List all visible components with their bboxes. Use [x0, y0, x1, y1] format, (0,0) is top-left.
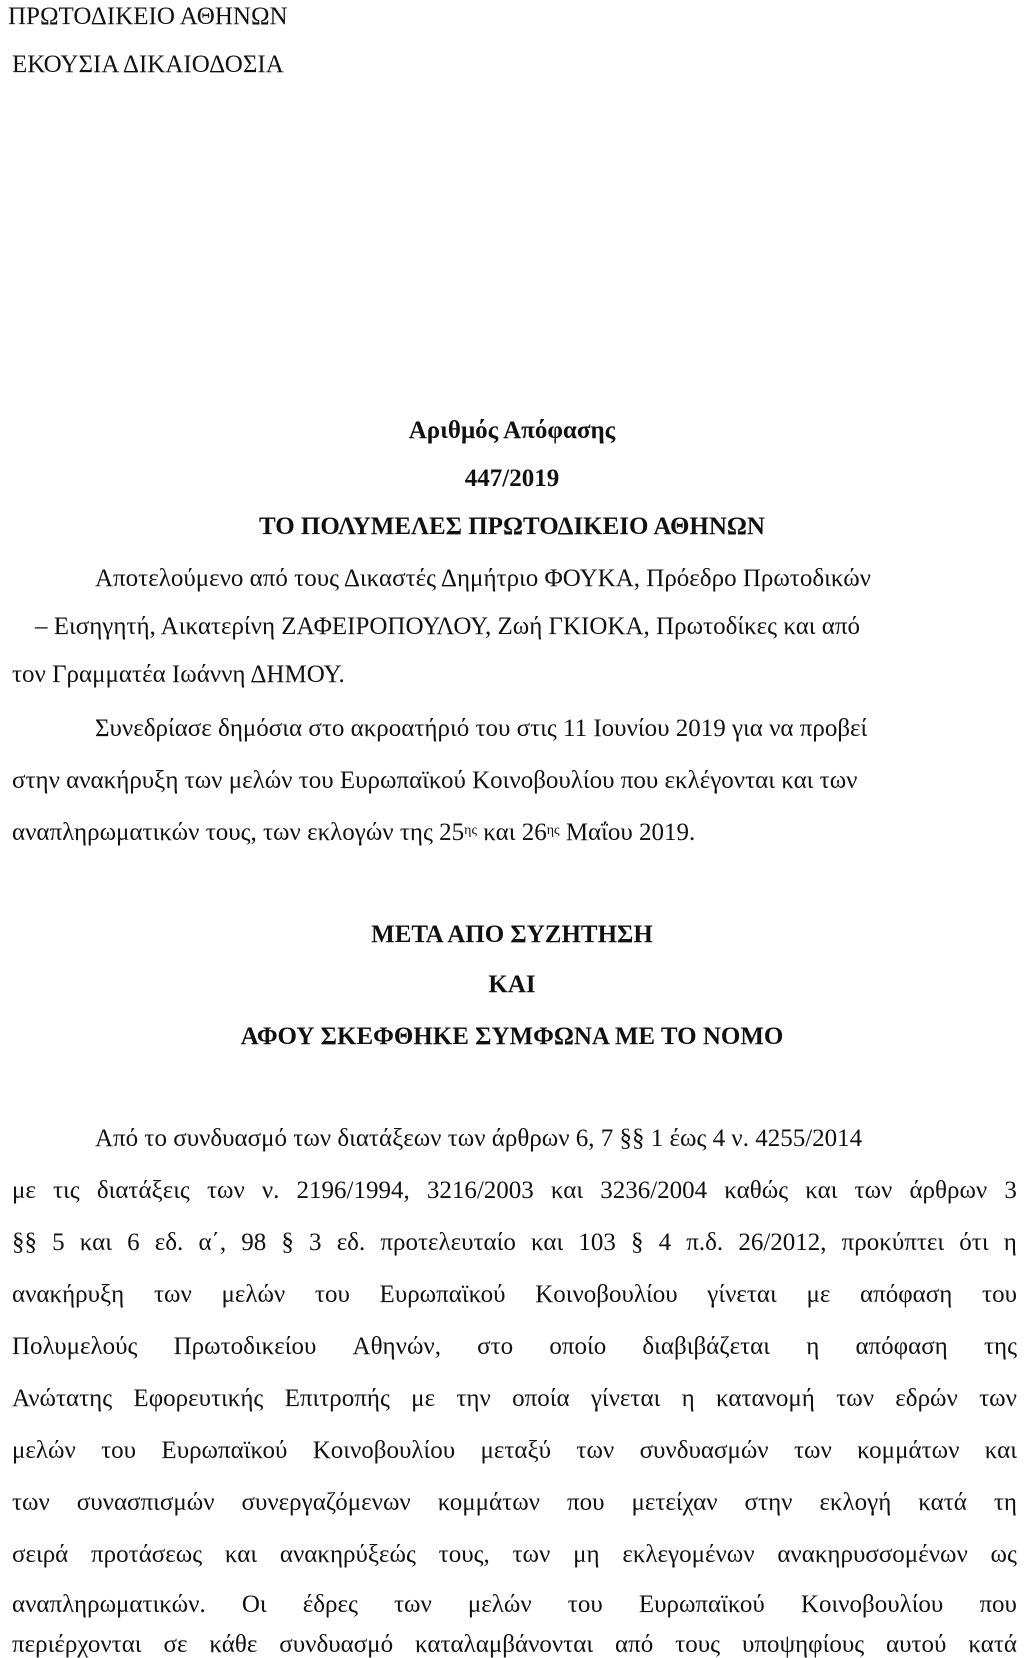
word: κατά: [968, 1631, 1017, 1658]
word: εκλεγομένων: [622, 1541, 755, 1568]
body-line-7: [12, 1436, 1017, 1466]
word: Ευρωπαϊκού: [638, 1591, 765, 1618]
word: ως: [990, 1541, 1017, 1568]
word: έδρες: [302, 1591, 358, 1618]
composition-line-3: τον Γραμματέα Ιωάννη ΔΗΜΟΥ.: [12, 661, 345, 688]
body-line-6: [12, 1384, 1017, 1414]
word: οποίο: [549, 1333, 607, 1360]
session-line-1: Συνεδρίασε δημόσια στο ακροατήριό του στις 11 Ιουνίου 2019 για να προβεί: [95, 715, 868, 742]
word: Κοινοβουλίου: [800, 1591, 944, 1618]
word: σειρά: [12, 1541, 69, 1568]
word: προτελευταίο: [380, 1229, 516, 1256]
session-line-3-part-b: και 26: [477, 819, 547, 846]
word: των: [206, 1177, 245, 1204]
word: 4: [658, 1229, 672, 1256]
word: διαβιβάζεται: [642, 1333, 770, 1360]
word: κομμάτων: [857, 1437, 960, 1464]
composition-line-2: – Εισηγητή, Αικατερίνη ΖΑΦΕΙΡΟΠΟΥΛΟΥ, Ζωή ΓΚΙΟΚΑ, Πρωτοδίκες και από: [35, 613, 860, 640]
body-line-5: [12, 1332, 1017, 1362]
word: με: [12, 1177, 36, 1204]
word: ν.: [261, 1177, 280, 1204]
ordinal-suffix: ης: [546, 823, 560, 838]
word: Επιτροπής: [284, 1385, 390, 1412]
word: Κοινοβουλίου: [535, 1281, 678, 1308]
body-line-9: [12, 1540, 1017, 1570]
deliberation-heading-2: ΚΑΙ: [488, 971, 536, 998]
word: κομμάτων: [437, 1489, 540, 1516]
word: Οι: [241, 1591, 267, 1618]
word: 5: [52, 1229, 65, 1256]
word: 26/2012,: [738, 1229, 827, 1256]
word: 2196/1994,: [296, 1177, 410, 1204]
word: άρθρων: [909, 1177, 988, 1204]
word: που: [566, 1489, 605, 1516]
word: 103: [578, 1229, 616, 1256]
word: κατανομή: [715, 1385, 815, 1412]
ordinal-suffix: ης: [464, 823, 477, 838]
word: οποία: [512, 1385, 570, 1412]
word: 3236/2004: [600, 1177, 708, 1204]
body-line-1: Από το συνδυασμό των διατάξεων των άρθρων 6, 7 §§ 1 έως 4 ν. 4255/2014: [95, 1125, 863, 1152]
word: εκλογή: [819, 1489, 892, 1516]
word: εδ.: [336, 1229, 366, 1256]
word: και: [984, 1437, 1017, 1464]
word: και: [805, 1177, 838, 1204]
word: εδρών: [895, 1385, 958, 1412]
deliberation-heading-3: ΑΦΟΥ ΣΚΕΦΘΗΚΕ ΣΥΜΦΩΝΑ ΜΕ ΤΟ ΝΟΜΟ: [240, 1023, 784, 1050]
word: από: [615, 1631, 654, 1658]
session-line-3-part-c: Μαΐου 2019.: [559, 819, 696, 846]
word: υποψηφίους: [741, 1631, 865, 1658]
word: συνδυασμό: [279, 1631, 394, 1658]
word: καταλαμβάνονται: [415, 1631, 594, 1658]
word: των: [979, 1385, 1017, 1412]
word: των: [153, 1281, 192, 1308]
word: με: [411, 1385, 436, 1412]
word: απόφαση: [860, 1281, 953, 1308]
word: τους,: [438, 1541, 490, 1568]
word: μετείχαν: [631, 1489, 718, 1516]
word: Κοινοβουλίου: [312, 1437, 456, 1464]
word: σε: [163, 1631, 188, 1658]
word: των: [512, 1541, 551, 1568]
word: και: [550, 1177, 584, 1204]
deliberation-heading-1: ΜΕΤΑ ΑΠΟ ΣΥΖΗΤΗΣΗ: [371, 921, 653, 948]
word: των: [12, 1489, 50, 1516]
word: διατάξεις: [96, 1177, 190, 1204]
word: μη: [573, 1541, 600, 1568]
decision-number-label: Αριθμός Απόφασης: [408, 417, 616, 444]
word: και: [531, 1229, 564, 1256]
session-line-3-part-a: αναπληρωματικών τους, των εκλογών της 25: [12, 819, 465, 846]
composition-line-1: Αποτελούμενο από τους Δικαστές Δημήτριο ΦΟΥΚΑ, Πρόεδρο Πρωτοδικών: [95, 565, 871, 592]
word: προτάσεως: [91, 1541, 203, 1568]
word: στην: [744, 1489, 793, 1516]
word: ανακηρυσσομένων: [777, 1541, 968, 1568]
decision-number: 447/2019: [464, 465, 560, 492]
word: ανακήρυξη: [12, 1281, 125, 1308]
word: η: [1003, 1229, 1017, 1256]
word: Αθηνών,: [352, 1333, 441, 1360]
body-line-10: [12, 1590, 1017, 1620]
word: της: [983, 1333, 1017, 1360]
word: με: [806, 1281, 831, 1308]
word: γίνεται: [707, 1281, 777, 1308]
word: του: [314, 1281, 350, 1308]
body-line-4: [12, 1280, 1017, 1310]
body-line-8: [12, 1488, 1017, 1518]
word: του: [101, 1437, 137, 1464]
word: του: [982, 1281, 1017, 1308]
word: 6: [127, 1229, 140, 1256]
word: μελών: [221, 1281, 286, 1308]
word: α΄,: [198, 1229, 227, 1256]
court-title: ΤΟ ΠΟΛΥΜΕΛΕΣ ΠΡΩΤΟΔΙΚΕΙΟ ΑΘΗΝΩΝ: [259, 513, 765, 540]
word: §§: [12, 1229, 37, 1256]
word: τη: [993, 1489, 1017, 1516]
word: ανακηρύξεώς: [279, 1541, 416, 1568]
word: Ευρωπαϊκού: [379, 1281, 506, 1308]
word: γίνεται: [590, 1385, 661, 1412]
word: μελών: [467, 1591, 532, 1618]
word: που: [979, 1591, 1017, 1618]
word: Ευρωπαϊκού: [161, 1437, 288, 1464]
word: 3: [1004, 1177, 1017, 1204]
word: και: [79, 1229, 112, 1256]
word: ότι: [959, 1229, 989, 1256]
word: στο: [477, 1333, 514, 1360]
session-line-2: στην ανακήρυξη των μελών του Ευρωπαϊκού Κοινοβουλίου που εκλέγονται και των: [12, 767, 858, 794]
body-line-11: [12, 1630, 1017, 1658]
word: καθώς: [724, 1177, 789, 1204]
word: των: [793, 1437, 832, 1464]
word: των: [576, 1437, 615, 1464]
court-name-header: ΠΡΩΤΟΔΙΚΕΙΟ ΑΘΗΝΩΝ: [8, 3, 288, 30]
jurisdiction-header: ΕΚΟΥΣΙΑ ΔΙΚΑΙΟΔΟΣΙΑ: [12, 51, 284, 78]
word: την: [456, 1385, 491, 1412]
body-line-2: [12, 1176, 1017, 1206]
word: των: [854, 1177, 893, 1204]
word: και: [224, 1541, 258, 1568]
word: αναπληρωματικών.: [12, 1591, 206, 1618]
word: μεταξύ: [480, 1437, 552, 1464]
word: απόφαση: [855, 1333, 948, 1360]
word: §: [631, 1229, 644, 1256]
word: εδ.: [154, 1229, 184, 1256]
word: περιέρχονται: [12, 1631, 142, 1658]
word: Εφορευτικής: [133, 1385, 264, 1412]
word: τους: [675, 1631, 720, 1658]
word: μελών: [12, 1437, 76, 1464]
word: συνδυασμών: [639, 1437, 769, 1464]
word: αυτού: [886, 1631, 947, 1658]
word: των: [393, 1591, 432, 1618]
word: 3216/2003: [426, 1177, 534, 1204]
word: Πρωτοδικείου: [173, 1333, 317, 1360]
session-line-3: [12, 818, 695, 848]
word: τις: [53, 1177, 80, 1204]
word: π.δ.: [686, 1229, 724, 1256]
word: συνεργαζόμενων: [241, 1489, 411, 1516]
word: η: [681, 1385, 695, 1412]
word: κάθε: [209, 1631, 258, 1658]
word: προκύπτει: [841, 1229, 945, 1256]
body-line-3: [12, 1228, 1017, 1258]
word: του: [567, 1591, 603, 1618]
word: Πολυμελούς: [12, 1333, 138, 1360]
word: συνασπισμών: [76, 1489, 215, 1516]
word: 98: [241, 1229, 267, 1256]
word: Ανώτατης: [12, 1385, 113, 1412]
word: §: [281, 1229, 294, 1256]
word: 3: [309, 1229, 322, 1256]
word: κατά: [918, 1489, 967, 1516]
word: των: [836, 1385, 874, 1412]
word: η: [806, 1333, 820, 1360]
